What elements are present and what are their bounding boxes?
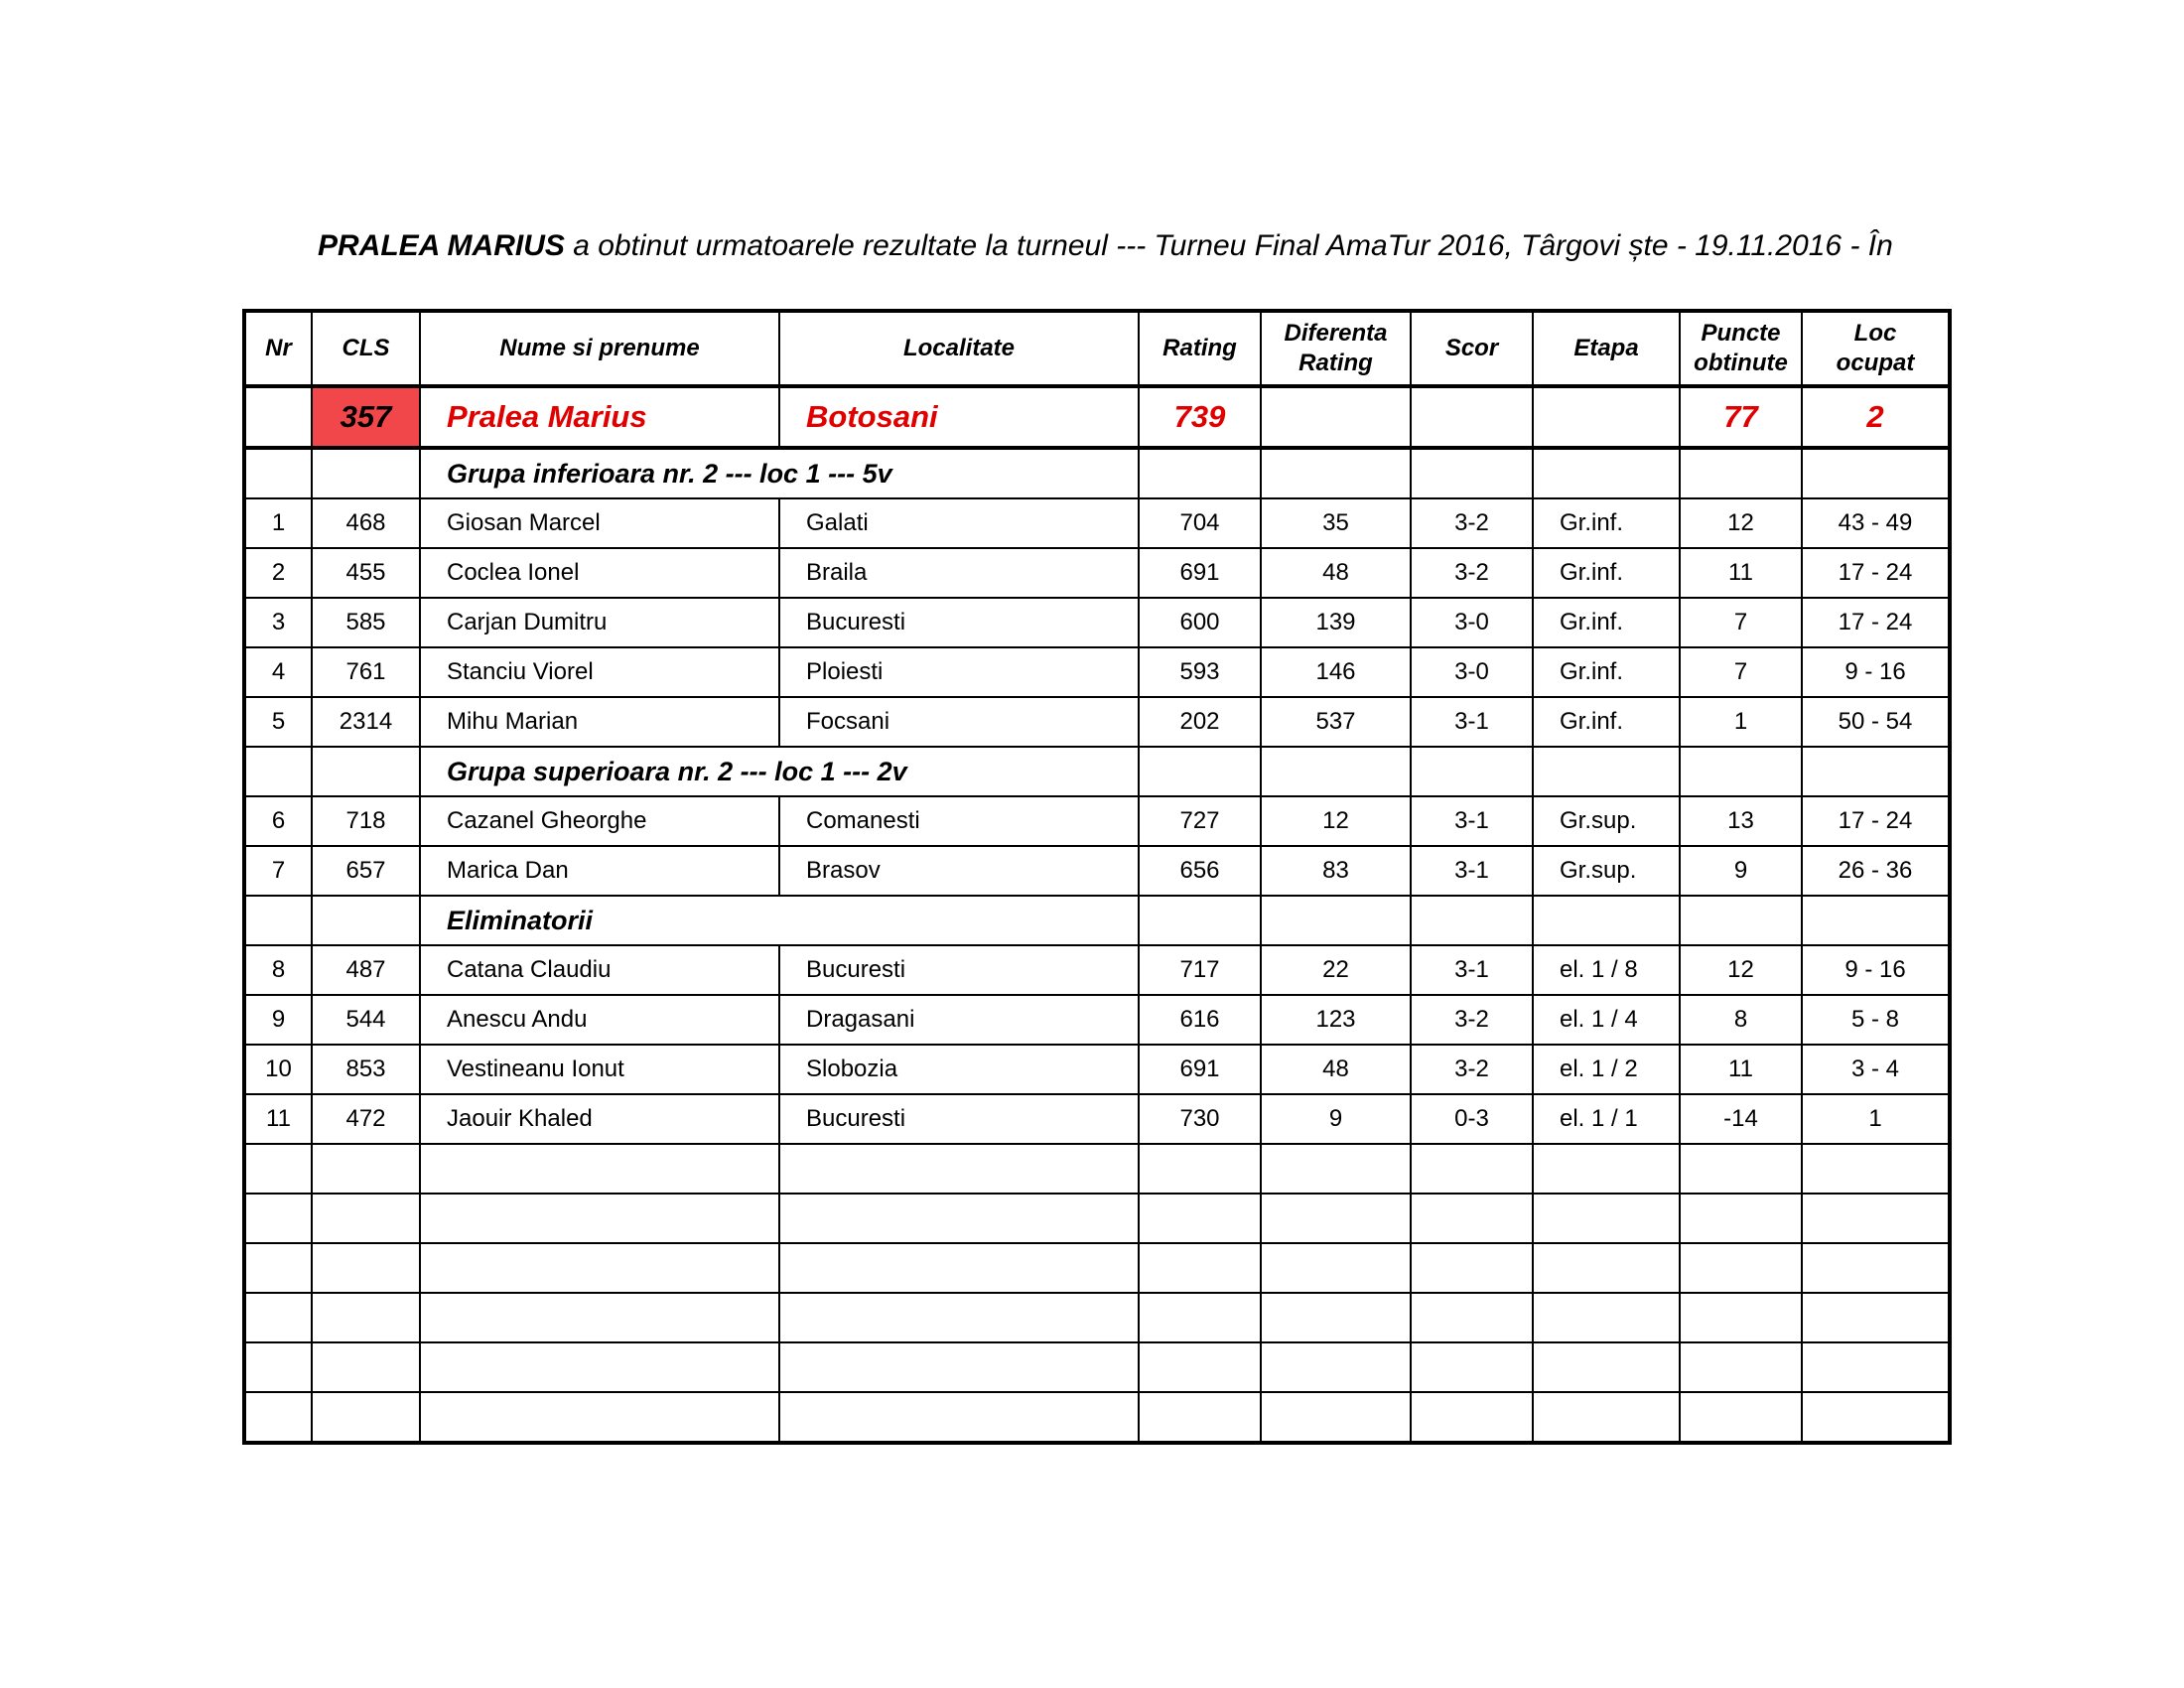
player-nr xyxy=(244,386,312,448)
empty-cell xyxy=(1261,896,1411,945)
table-row xyxy=(244,598,1950,647)
cell-stage: Gr.sup. xyxy=(1533,796,1680,846)
cell-rating: 600 xyxy=(1139,598,1261,647)
table-row xyxy=(244,945,1950,995)
cell-rating: 717 xyxy=(1139,945,1261,995)
empty-cell xyxy=(312,1194,420,1243)
cell-city: Galati xyxy=(779,498,1139,548)
cell-name: Cazanel Gheorghe xyxy=(420,796,779,846)
table-row xyxy=(244,1045,1950,1094)
player-rating-diff xyxy=(1261,386,1411,448)
cell-stage: Gr.inf. xyxy=(1533,598,1680,647)
cell-points: 11 xyxy=(1680,1045,1802,1094)
empty-cell xyxy=(1533,1194,1680,1243)
cell-rating: 691 xyxy=(1139,548,1261,598)
group-label: Grupa superioara nr. 2 --- loc 1 --- 2v xyxy=(420,747,1139,796)
cell-place: 9 - 16 xyxy=(1802,647,1950,697)
empty-cell xyxy=(312,896,420,945)
empty-cell xyxy=(1680,1194,1802,1243)
cell-rating: 593 xyxy=(1139,647,1261,697)
table-row xyxy=(244,498,1950,548)
cell-name: Stanciu Viorel xyxy=(420,647,779,697)
empty-cell xyxy=(1261,1342,1411,1392)
cell-stage: el. 1 / 4 xyxy=(1533,995,1680,1045)
player-points-value: 77 xyxy=(1723,399,1758,434)
cell-stage: el. 1 / 8 xyxy=(1533,945,1680,995)
player-name-heading: PRALEA MARIUS xyxy=(318,229,565,262)
cell-name: Marica Dan xyxy=(420,846,779,896)
cell-rating: 730 xyxy=(1139,1094,1261,1144)
empty-cell xyxy=(1261,747,1411,796)
cell-cls: 544 xyxy=(312,995,420,1045)
cell-rating-diff: 48 xyxy=(1261,1045,1411,1094)
empty-cell xyxy=(1680,1293,1802,1342)
cell-rating-diff: 9 xyxy=(1261,1094,1411,1144)
player-name-value: Pralea Marius xyxy=(447,399,647,434)
cell-points: 7 xyxy=(1680,598,1802,647)
empty-cell xyxy=(420,1293,779,1342)
cell-rating-diff: 35 xyxy=(1261,498,1411,548)
player-rating xyxy=(1139,386,1261,448)
group-header-row xyxy=(244,448,1950,498)
col-header-rating: Rating xyxy=(1139,311,1261,386)
cell-points: 9 xyxy=(1680,846,1802,896)
cell-city: Brasov xyxy=(779,846,1139,896)
empty-row xyxy=(244,1293,1950,1342)
cell-name: Giosan Marcel xyxy=(420,498,779,548)
empty-cell xyxy=(1533,1293,1680,1342)
cell-cls: 761 xyxy=(312,647,420,697)
table-row xyxy=(244,548,1950,598)
cell-rating: 616 xyxy=(1139,995,1261,1045)
cell-score: 3-1 xyxy=(1411,697,1533,747)
cell-city: Comanesti xyxy=(779,796,1139,846)
header-row xyxy=(244,311,1950,386)
empty-cell xyxy=(779,1144,1139,1194)
empty-cell xyxy=(1802,1293,1950,1342)
empty-cell xyxy=(1411,896,1533,945)
empty-cell xyxy=(1533,747,1680,796)
col-header-stage: Etapa xyxy=(1533,311,1680,386)
group-label: Grupa inferioara nr. 2 --- loc 1 --- 5v xyxy=(420,448,1139,498)
cell-nr: 10 xyxy=(244,1045,312,1094)
cell-stage: Gr.inf. xyxy=(1533,697,1680,747)
cell-cls: 853 xyxy=(312,1045,420,1094)
table-row xyxy=(244,1094,1950,1144)
cell-city: Ploiesti xyxy=(779,647,1139,697)
cell-rating-diff: 12 xyxy=(1261,796,1411,846)
empty-cell xyxy=(779,1293,1139,1342)
cell-nr: 8 xyxy=(244,945,312,995)
cell-rating-diff: 537 xyxy=(1261,697,1411,747)
empty-cell xyxy=(1533,896,1680,945)
empty-cell xyxy=(1802,1243,1950,1293)
cell-score: 3-2 xyxy=(1411,548,1533,598)
cell-rating: 727 xyxy=(1139,796,1261,846)
empty-cell xyxy=(1411,1243,1533,1293)
cell-nr: 4 xyxy=(244,647,312,697)
empty-cell xyxy=(1533,1243,1680,1293)
player-cls-value: 357 xyxy=(340,399,392,434)
cell-score: 3-0 xyxy=(1411,598,1533,647)
empty-cell xyxy=(1139,1392,1261,1443)
cell-stage: Gr.sup. xyxy=(1533,846,1680,896)
cell-score: 0-3 xyxy=(1411,1094,1533,1144)
col-header-nr: Nr xyxy=(244,311,312,386)
empty-cell xyxy=(1139,1243,1261,1293)
page-title xyxy=(318,224,1958,268)
cell-nr: 1 xyxy=(244,498,312,548)
cell-stage: Gr.inf. xyxy=(1533,548,1680,598)
group-header-row xyxy=(244,747,1950,796)
empty-cell xyxy=(1533,448,1680,498)
empty-cell xyxy=(1680,448,1802,498)
cell-name: Coclea Ionel xyxy=(420,548,779,598)
col-header-cls: CLS xyxy=(312,311,420,386)
group-header-row xyxy=(244,896,1950,945)
cell-points: 1 xyxy=(1680,697,1802,747)
cell-name: Mihu Marian xyxy=(420,697,779,747)
empty-cell xyxy=(420,1144,779,1194)
cell-place: 17 - 24 xyxy=(1802,598,1950,647)
cell-place: 5 - 8 xyxy=(1802,995,1950,1045)
cell-rating-diff: 83 xyxy=(1261,846,1411,896)
cell-points: 8 xyxy=(1680,995,1802,1045)
empty-cell xyxy=(1411,448,1533,498)
empty-cell xyxy=(244,896,312,945)
empty-row xyxy=(244,1342,1950,1392)
empty-cell xyxy=(1261,1293,1411,1342)
cell-nr: 5 xyxy=(244,697,312,747)
cell-stage: Gr.inf. xyxy=(1533,647,1680,697)
empty-cell xyxy=(244,1293,312,1342)
empty-cell xyxy=(1680,1243,1802,1293)
empty-cell xyxy=(1802,1194,1950,1243)
empty-cell xyxy=(1680,747,1802,796)
cell-city: Bucuresti xyxy=(779,945,1139,995)
player-name xyxy=(420,386,779,448)
results-table xyxy=(242,309,1952,1445)
cell-city: Slobozia xyxy=(779,1045,1139,1094)
player-summary-row xyxy=(244,386,1950,448)
table-row xyxy=(244,647,1950,697)
empty-cell xyxy=(779,1342,1139,1392)
cell-nr: 2 xyxy=(244,548,312,598)
empty-cell xyxy=(1139,747,1261,796)
cell-score: 3-2 xyxy=(1411,498,1533,548)
cell-place: 9 - 16 xyxy=(1802,945,1950,995)
cell-stage: el. 1 / 1 xyxy=(1533,1094,1680,1144)
empty-cell xyxy=(779,1243,1139,1293)
empty-row xyxy=(244,1243,1950,1293)
cell-points: 11 xyxy=(1680,548,1802,598)
empty-cell xyxy=(244,747,312,796)
empty-cell xyxy=(1533,1144,1680,1194)
empty-cell xyxy=(420,1243,779,1293)
cell-rating-diff: 146 xyxy=(1261,647,1411,697)
cell-score: 3-2 xyxy=(1411,1045,1533,1094)
empty-cell xyxy=(1680,1342,1802,1392)
cell-place: 50 - 54 xyxy=(1802,697,1950,747)
cell-place: 1 xyxy=(1802,1094,1950,1144)
empty-cell xyxy=(312,1293,420,1342)
empty-cell xyxy=(1680,896,1802,945)
empty-cell xyxy=(1139,1194,1261,1243)
col-header-points: Puncte obtinute xyxy=(1680,311,1802,386)
cell-stage: Gr.inf. xyxy=(1533,498,1680,548)
cell-city: Dragasani xyxy=(779,995,1139,1045)
empty-cell xyxy=(1802,1144,1950,1194)
cell-nr: 3 xyxy=(244,598,312,647)
cell-cls: 657 xyxy=(312,846,420,896)
player-score xyxy=(1411,386,1533,448)
empty-cell xyxy=(244,1144,312,1194)
col-header-name: Nume si prenume xyxy=(420,311,779,386)
col-header-score: Scor xyxy=(1411,311,1533,386)
cell-rating: 704 xyxy=(1139,498,1261,548)
cell-cls: 487 xyxy=(312,945,420,995)
cell-score: 3-1 xyxy=(1411,846,1533,896)
cell-nr: 11 xyxy=(244,1094,312,1144)
empty-cell xyxy=(1139,1342,1261,1392)
cell-city: Focsani xyxy=(779,697,1139,747)
cell-cls: 585 xyxy=(312,598,420,647)
player-place-value: 2 xyxy=(1866,399,1884,434)
empty-cell xyxy=(1411,1342,1533,1392)
empty-cell xyxy=(312,747,420,796)
cell-place: 43 - 49 xyxy=(1802,498,1950,548)
cell-nr: 9 xyxy=(244,995,312,1045)
cell-rating-diff: 123 xyxy=(1261,995,1411,1045)
empty-cell xyxy=(1802,1342,1950,1392)
cell-place: 3 - 4 xyxy=(1802,1045,1950,1094)
empty-cell xyxy=(244,448,312,498)
empty-cell xyxy=(420,1194,779,1243)
empty-cell xyxy=(1411,1293,1533,1342)
player-city-value: Botosani xyxy=(806,399,938,434)
empty-cell xyxy=(1411,747,1533,796)
cell-rating-diff: 48 xyxy=(1261,548,1411,598)
cell-stage: el. 1 / 2 xyxy=(1533,1045,1680,1094)
empty-row xyxy=(244,1392,1950,1443)
cell-score: 3-1 xyxy=(1411,945,1533,995)
table-row xyxy=(244,796,1950,846)
cell-cls: 455 xyxy=(312,548,420,598)
empty-cell xyxy=(1802,747,1950,796)
cell-cls: 468 xyxy=(312,498,420,548)
group-label: Eliminatorii xyxy=(420,896,1139,945)
cell-points: 12 xyxy=(1680,945,1802,995)
player-city xyxy=(779,386,1139,448)
table-row xyxy=(244,697,1950,747)
table-row xyxy=(244,846,1950,896)
table-row xyxy=(244,995,1950,1045)
cell-points: -14 xyxy=(1680,1094,1802,1144)
cell-cls: 2314 xyxy=(312,697,420,747)
cell-cls: 718 xyxy=(312,796,420,846)
cell-cls: 472 xyxy=(312,1094,420,1144)
empty-row xyxy=(244,1194,1950,1243)
empty-cell xyxy=(244,1392,312,1443)
player-stage xyxy=(1533,386,1680,448)
cell-rating-diff: 22 xyxy=(1261,945,1411,995)
cell-nr: 7 xyxy=(244,846,312,896)
empty-cell xyxy=(779,1392,1139,1443)
empty-cell xyxy=(1680,1392,1802,1443)
empty-cell xyxy=(1139,1293,1261,1342)
empty-cell xyxy=(1261,1144,1411,1194)
col-header-place: Loc ocupat xyxy=(1802,311,1950,386)
cell-city: Bucuresti xyxy=(779,598,1139,647)
cell-rating: 656 xyxy=(1139,846,1261,896)
empty-cell xyxy=(1139,896,1261,945)
empty-cell xyxy=(1802,896,1950,945)
cell-name: Catana Claudiu xyxy=(420,945,779,995)
empty-cell xyxy=(1533,1392,1680,1443)
empty-cell xyxy=(779,1194,1139,1243)
cell-name: Vestineanu Ionut xyxy=(420,1045,779,1094)
empty-row xyxy=(244,1144,1950,1194)
empty-cell xyxy=(1802,1392,1950,1443)
cell-nr: 6 xyxy=(244,796,312,846)
cell-place: 26 - 36 xyxy=(1802,846,1950,896)
cell-points: 12 xyxy=(1680,498,1802,548)
empty-cell xyxy=(1533,1342,1680,1392)
cell-name: Carjan Dumitru xyxy=(420,598,779,647)
empty-cell xyxy=(312,1144,420,1194)
cell-points: 13 xyxy=(1680,796,1802,846)
cell-city: Braila xyxy=(779,548,1139,598)
empty-cell xyxy=(1411,1144,1533,1194)
empty-cell xyxy=(1139,448,1261,498)
cell-name: Anescu Andu xyxy=(420,995,779,1045)
empty-cell xyxy=(1680,1144,1802,1194)
col-header-city: Localitate xyxy=(779,311,1139,386)
empty-cell xyxy=(1411,1392,1533,1443)
player-place xyxy=(1802,386,1950,448)
cell-rating: 691 xyxy=(1139,1045,1261,1094)
empty-cell xyxy=(1261,448,1411,498)
cell-points: 7 xyxy=(1680,647,1802,697)
empty-cell xyxy=(1802,448,1950,498)
cell-score: 3-2 xyxy=(1411,995,1533,1045)
empty-cell xyxy=(244,1342,312,1392)
empty-cell xyxy=(1139,1144,1261,1194)
cell-score: 3-1 xyxy=(1411,796,1533,846)
player-cls xyxy=(312,386,420,448)
cell-place: 17 - 24 xyxy=(1802,548,1950,598)
player-points xyxy=(1680,386,1802,448)
cell-name: Jaouir Khaled xyxy=(420,1094,779,1144)
empty-cell xyxy=(312,448,420,498)
empty-cell xyxy=(312,1392,420,1443)
empty-cell xyxy=(420,1392,779,1443)
cell-rating: 202 xyxy=(1139,697,1261,747)
empty-cell xyxy=(244,1194,312,1243)
player-rating-value: 739 xyxy=(1173,399,1226,434)
empty-cell xyxy=(1261,1243,1411,1293)
cell-city: Bucuresti xyxy=(779,1094,1139,1144)
empty-cell xyxy=(1261,1194,1411,1243)
empty-cell xyxy=(1261,1392,1411,1443)
title-text: a obtinut urmatoarele rezultate la turneul --- Turneu Final AmaTur 2016, Târgovi ște - 19.11.2016 - În xyxy=(564,229,1893,262)
empty-cell xyxy=(420,1342,779,1392)
empty-cell xyxy=(312,1243,420,1293)
cell-score: 3-0 xyxy=(1411,647,1533,697)
empty-cell xyxy=(244,1243,312,1293)
cell-place: 17 - 24 xyxy=(1802,796,1950,846)
empty-cell xyxy=(312,1342,420,1392)
col-header-rating-diff: Diferenta Rating xyxy=(1261,311,1411,386)
cell-rating-diff: 139 xyxy=(1261,598,1411,647)
empty-cell xyxy=(1411,1194,1533,1243)
